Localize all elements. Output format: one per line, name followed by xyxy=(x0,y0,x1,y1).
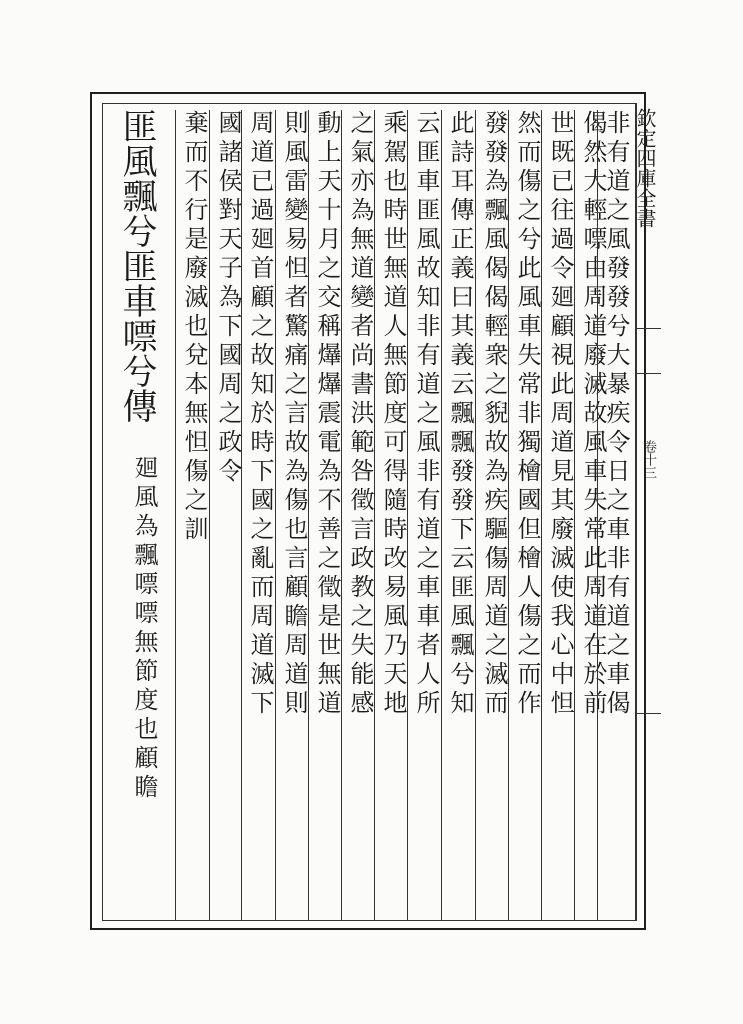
text-column-8: 乘駕也時世無道人無節度可得隨時改易風乃天地 xyxy=(381,110,411,920)
text-column-12: 然而傷之兮此風車失常非獨檜國但檜人傷之而作 xyxy=(515,110,545,920)
text-column-6: 動上天十月之交稱爗爗震電為不善之徵是世無道 xyxy=(315,110,345,920)
text-column-9: 云匪車匪風故知非有道之風非有道之車車者人所 xyxy=(414,110,444,920)
margin-volume-label: 卷十三 xyxy=(641,440,656,479)
text-column-11: 發發為飄風偈偈輕衆之貎故為疾驅傷周道之滅而 xyxy=(482,110,512,920)
text-column-7: 之氣亦為無道變者尚書洪範咎徵言政教之失能感 xyxy=(348,110,378,920)
margin-book-title: 欽定四庫全書 xyxy=(633,108,657,228)
text-column-1-note: 廻風為飄嘌嘌無節度也顧瞻 xyxy=(130,455,158,803)
text-column-15: 非有道之風發發兮大暴疾令日之車非有道之車偈 xyxy=(604,110,634,920)
text-column-5: 則風雷變易怛者驚痛之言故為傷也言顧瞻周道則 xyxy=(282,110,312,920)
text-column-10: 此詩耳傳正義曰其義云飄飄發發下云匪風飄兮知 xyxy=(448,110,478,920)
text-column-13: 世既已往過令廻顧視此周道見其廢滅使我心中怛 xyxy=(548,110,578,920)
text-column-1: 匪風飄兮匪車嘌兮傳 xyxy=(117,108,157,423)
text-column-14: 偈然大輕嘌由周道廢滅故風車失常此周道在於前 xyxy=(581,110,611,920)
text-column-3: 國諸侯對天子為下國周之政令 xyxy=(216,110,246,920)
text-column-2: 棄而不行是廢滅也兌本無怛傷之訓 xyxy=(182,110,212,920)
text-column-4: 周道已過廻首顧之故知於時下國之亂而周道滅下 xyxy=(248,110,278,920)
